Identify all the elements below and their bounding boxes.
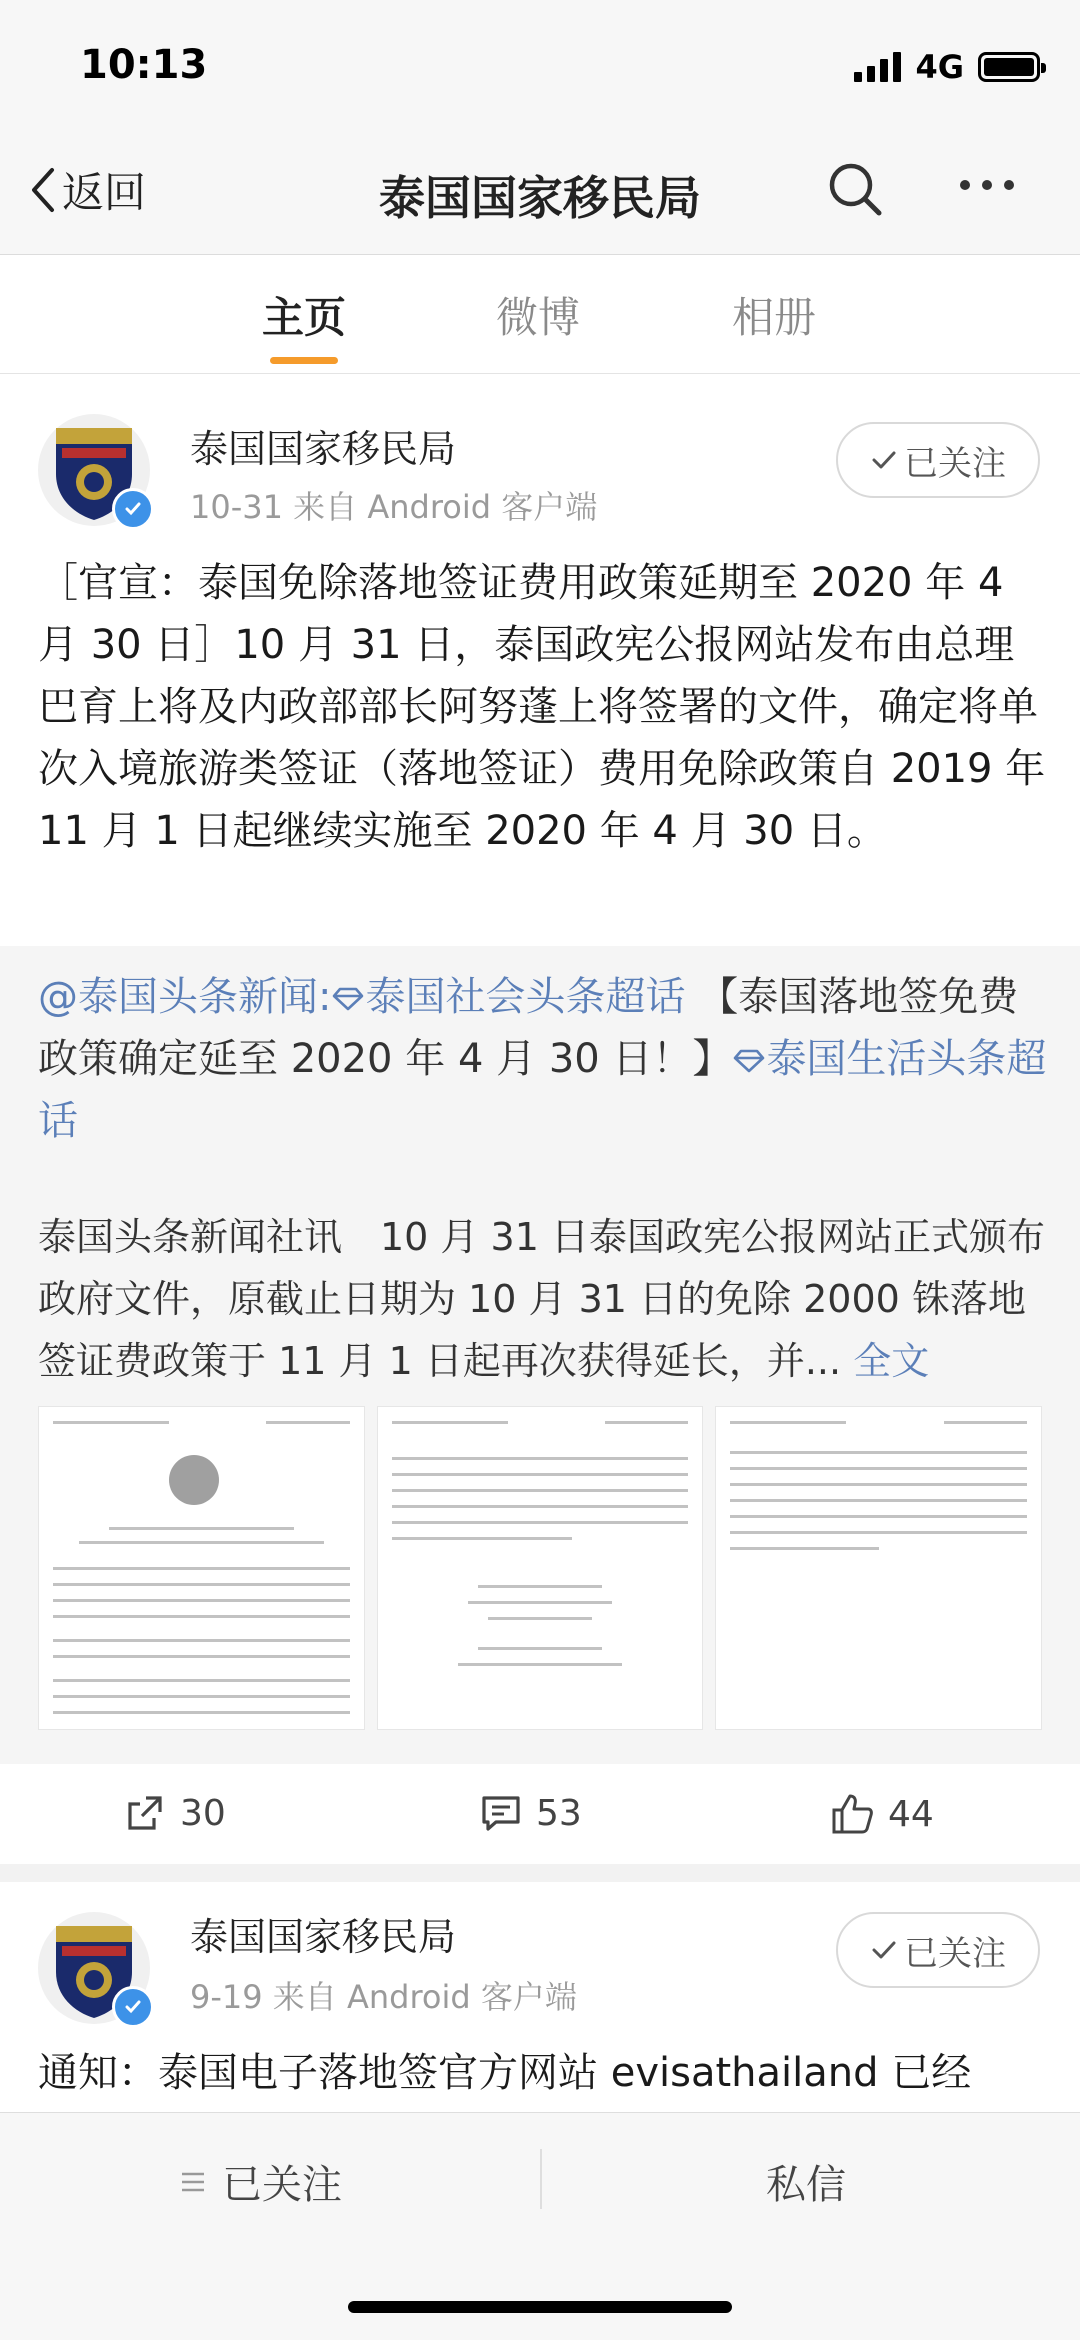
post-meta: 9-19 来自 Android 客户端 — [190, 1978, 577, 2016]
share-icon — [124, 1792, 166, 1834]
like-button[interactable] — [830, 1792, 934, 1836]
followed-button[interactable] — [180, 2153, 342, 2210]
battery-icon — [978, 52, 1040, 82]
followed-label: 已关注 — [222, 2162, 342, 2208]
post-card — [0, 374, 1080, 946]
comment-count: 53 — [536, 1792, 582, 1834]
follow-button[interactable] — [836, 1912, 1040, 1988]
home-indicator[interactable] — [348, 2301, 732, 2313]
check-icon — [870, 1936, 898, 1964]
follow-label: 已关注 — [904, 1933, 1006, 1974]
status-bar — [0, 0, 1080, 130]
author-name[interactable]: 泰国国家移民局 — [190, 1915, 457, 1959]
verified-icon — [112, 1986, 154, 2028]
active-tab-indicator — [270, 357, 338, 364]
mention-link[interactable]: @泰国头条新闻: — [38, 974, 332, 1020]
signal-icon — [854, 52, 901, 82]
avatar[interactable] — [38, 414, 150, 526]
verified-icon — [112, 488, 154, 530]
follow-label: 已关注 — [904, 443, 1006, 484]
repost-body: 泰国头条新闻社讯 10 月 31 日泰国政宪公报网站正式颁布政府文件，原截止日期为 10 月 31 日的免除 2000 铢落地签证费政策于 11 月 1 日起再次获得延长，并... 全文 — [38, 1215, 1045, 1383]
nav-bar — [0, 130, 1080, 255]
full-text-link[interactable]: 全文 — [853, 1339, 930, 1383]
post-text: 通知：泰国电子落地签官方网站 evisathailand 已经 — [38, 2050, 972, 2096]
follow-button[interactable] — [836, 422, 1040, 498]
profile-tabs — [0, 255, 1080, 374]
topic-link-2[interactable]: 泰国生活头条超话 — [38, 1036, 1047, 1144]
diamond-icon — [331, 986, 365, 1012]
repost-count: 30 — [180, 1792, 226, 1834]
search-icon[interactable] — [826, 160, 886, 220]
avatar[interactable] — [38, 1912, 150, 2024]
document-image-2[interactable] — [377, 1406, 704, 1730]
document-image-3[interactable] — [715, 1406, 1042, 1730]
bottom-action-bar — [0, 2112, 1080, 2340]
repost-text — [38, 966, 1048, 1152]
diamond-icon — [732, 1048, 766, 1074]
repost-block[interactable] — [0, 946, 1080, 1764]
menu-icon — [180, 2171, 206, 2193]
thumbs-up-icon — [830, 1792, 874, 1836]
more-icon[interactable] — [960, 180, 1014, 190]
tab-home[interactable]: 主页 — [262, 293, 347, 342]
repost-headline: 【泰国落地签免费政策确定延至 2020 年 4 月 30 日！】 — [38, 974, 1019, 1082]
comment-button[interactable] — [480, 1792, 582, 1834]
repost-button[interactable] — [124, 1792, 226, 1834]
message-button[interactable]: 私信 — [766, 2162, 846, 2208]
post-meta: 10-31 来自 Android 客户端 — [190, 488, 598, 526]
back-label: 返回 — [62, 168, 147, 217]
status-time: 10:13 — [80, 42, 208, 88]
topic-link[interactable]: 泰国社会头条超话 — [331, 974, 685, 1020]
divider — [540, 2149, 542, 2209]
network-type: 4G — [915, 48, 964, 86]
post-card — [0, 1882, 1080, 2112]
comment-icon — [480, 1792, 522, 1834]
like-count: 44 — [888, 1793, 934, 1835]
page-title: 泰国国家移民局 — [379, 171, 701, 225]
check-icon — [870, 446, 898, 474]
document-image-1[interactable] — [38, 1406, 365, 1730]
post-text: ［官宣：泰国免除落地签证费用政策延期至 2020 年 4 月 30 日］10 月 31 日，泰国政宪公报网站发布由总理巴育上将及内政部部长阿努蓬上将签署的文件，确定将单次入境旅游类签证（落地签证）费用免除政策自 2019 年 11 月 1 日起继续实施至 2020 年 4 月 30 日。 — [38, 560, 1046, 854]
image-grid — [38, 1406, 1042, 1730]
status-indicators — [854, 48, 1040, 86]
tab-album[interactable]: 相册 — [732, 293, 817, 342]
post-action-bar — [0, 1764, 1080, 1882]
tab-weibo[interactable]: 微博 — [496, 293, 581, 342]
author-name[interactable]: 泰国国家移民局 — [190, 427, 457, 471]
